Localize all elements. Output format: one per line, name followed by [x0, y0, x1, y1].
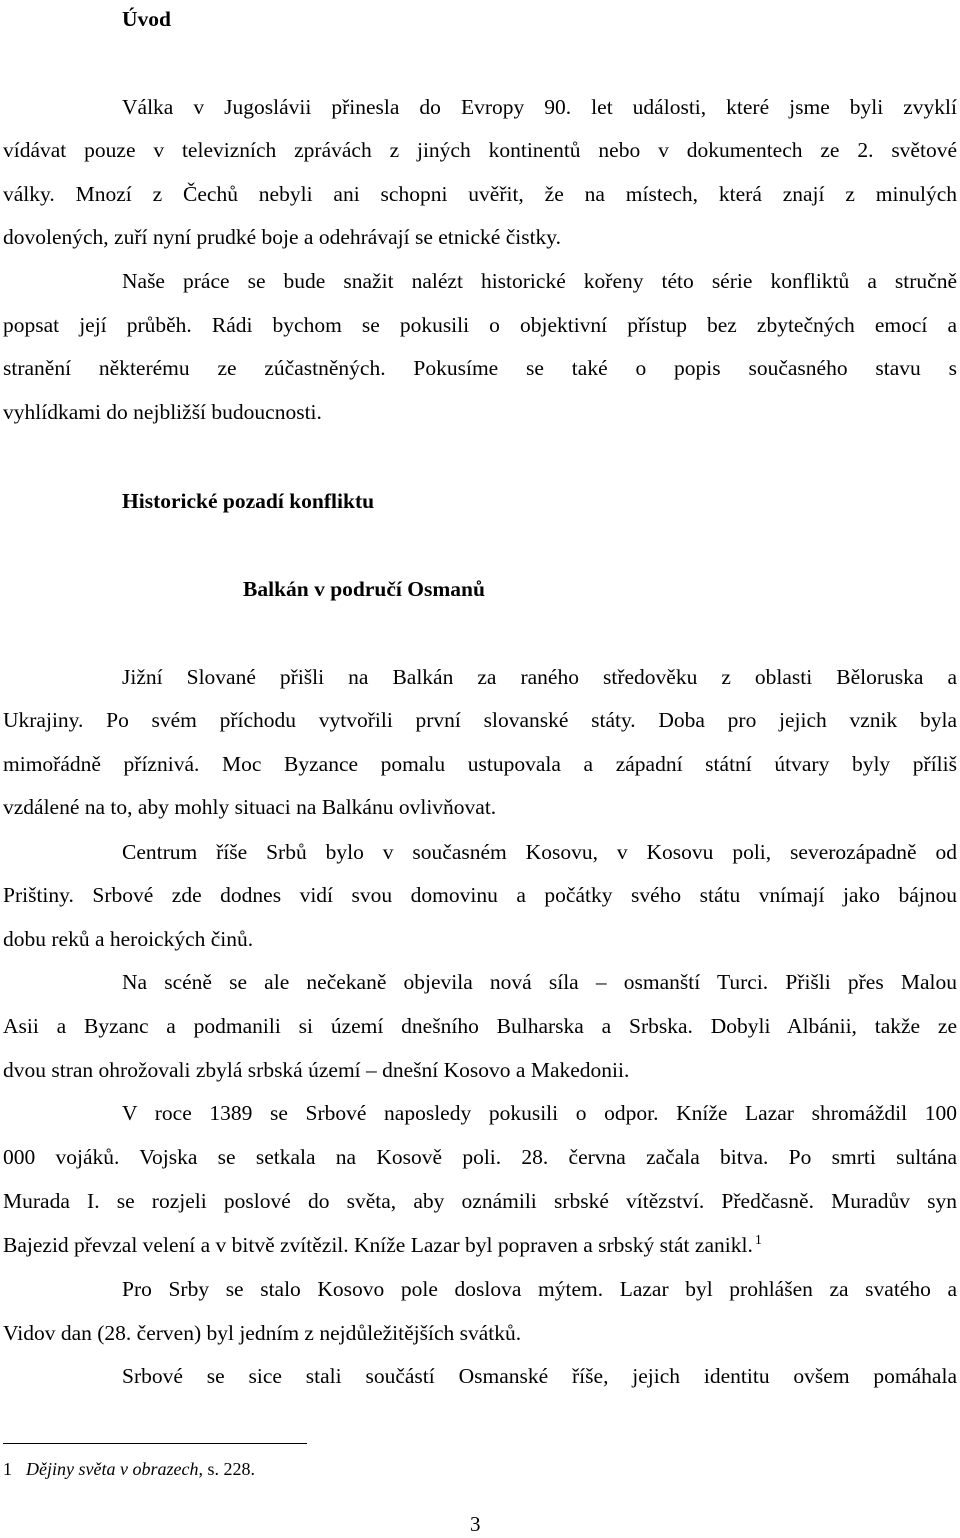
body-line-with-footnote [3, 1230, 957, 1260]
body-line: vzdálené na to, aby mohly situaci na Balkánu ovlivňovat. [3, 795, 497, 819]
body-line: Prištiny. Srbové zde dodnes vidí svou domovinu a počátky svého státu vnímají jako bájnou [3, 883, 957, 907]
body-line: Murada I. se rozjeli poslové do světa, aby oznámili srbské vítězství. Předčasně. Muradův syn [3, 1189, 957, 1213]
body-line: dobu reků a heroických činů. [3, 927, 254, 951]
intro-line: dovolených, zuří nyní prudké boje a odehrávají se etnické čistky. [3, 225, 562, 249]
body-line: Vidov dan (28. červen) byl jedním z nejdůležitějších svátků. [3, 1321, 522, 1345]
body-line: Srbové se sice stali součástí Osmanské říše, jejich identitu ovšem pomáhala [122, 1364, 957, 1388]
body-line: Centrum říše Srbů bylo v současném Kosovu, v Kosovu poli, severozápadně od [122, 840, 957, 864]
intro-line: války. Mnozí z Čechů nebyli ani schopni uvěřit, že na místech, která znají z minulých [3, 182, 957, 206]
heading-balkan: Balkán v područí Osmanů [243, 577, 485, 601]
footnote-title: Dějiny světa v obrazech [26, 1459, 199, 1479]
footnote-reference: 1 [754, 1233, 762, 1248]
body-line: Na scéně se ale nečekaně objevila nová síla – osmanští Turci. Přišli přes Malou [122, 970, 957, 994]
body-line: Ukrajiny. Po svém příchodu vytvořili první slovanské státy. Doba pro jejich vznik byla [3, 708, 957, 732]
body-line: dvou stran ohrožovali zbylá srbská území – dnešní Kosovo a Makedonii. [3, 1058, 630, 1082]
footnote-number: 1 [3, 1459, 12, 1479]
body-line: 000 vojáků. Vojska se setkala na Kosově poli. 28. června začala bitva. Po smrti sultána [3, 1145, 957, 1169]
intro-line: vídávat pouze v televizních zprávách z jiných kontinentů nebo v dokumentech ze 2. světové [3, 138, 957, 162]
body-line: Jižní Slované přišli na Balkán za raného středověku z oblasti Běloruska a [122, 665, 957, 689]
intro-line: vyhlídkami do nejbližší budoucnosti. [3, 400, 322, 424]
body-line-text: Bajezid převzal velení a v bitvě zvítězil. Kníže Lazar byl popraven a srbský stát zanikl. [3, 1233, 753, 1257]
heading-historical-background: Historické pozadí konfliktu [122, 489, 375, 513]
footnote-divider [3, 1443, 307, 1444]
body-line: Pro Srby se stalo Kosovo pole doslova mýtem. Lazar byl prohlášen za svatého a [122, 1277, 957, 1301]
footnote-rest: , s. 228. [198, 1459, 255, 1479]
body-line: mimořádně příznivá. Moc Byzance pomalu ustupovala a západní státní útvary byly příliš [3, 752, 957, 776]
body-line: Asii a Byzanc a podmanili si území dnešního Bulharska a Srbska. Dobyli Albánii, takže ze [3, 1014, 957, 1038]
page-number: 3 [470, 1512, 481, 1536]
intro-line: Válka v Jugoslávii přinesla do Evropy 90. let události, které jsme byli zvyklí [122, 95, 957, 119]
intro-line: popsat její průběh. Rádi bychom se pokusili o objektivní přístup bez zbytečných emocí a [3, 313, 957, 337]
body-line: V roce 1389 se Srbové naposledy pokusili o odpor. Kníže Lazar shromáždil 100 [122, 1101, 957, 1125]
heading-uvod: Úvod [122, 7, 171, 31]
intro-line: stranění některému ze zúčastněných. Pokusíme se také o popis současného stavu s [3, 356, 957, 380]
footnote [3, 1456, 255, 1482]
intro-line: Naše práce se bude snažit nalézt historické kořeny této série konfliktů a stručně [122, 269, 957, 293]
